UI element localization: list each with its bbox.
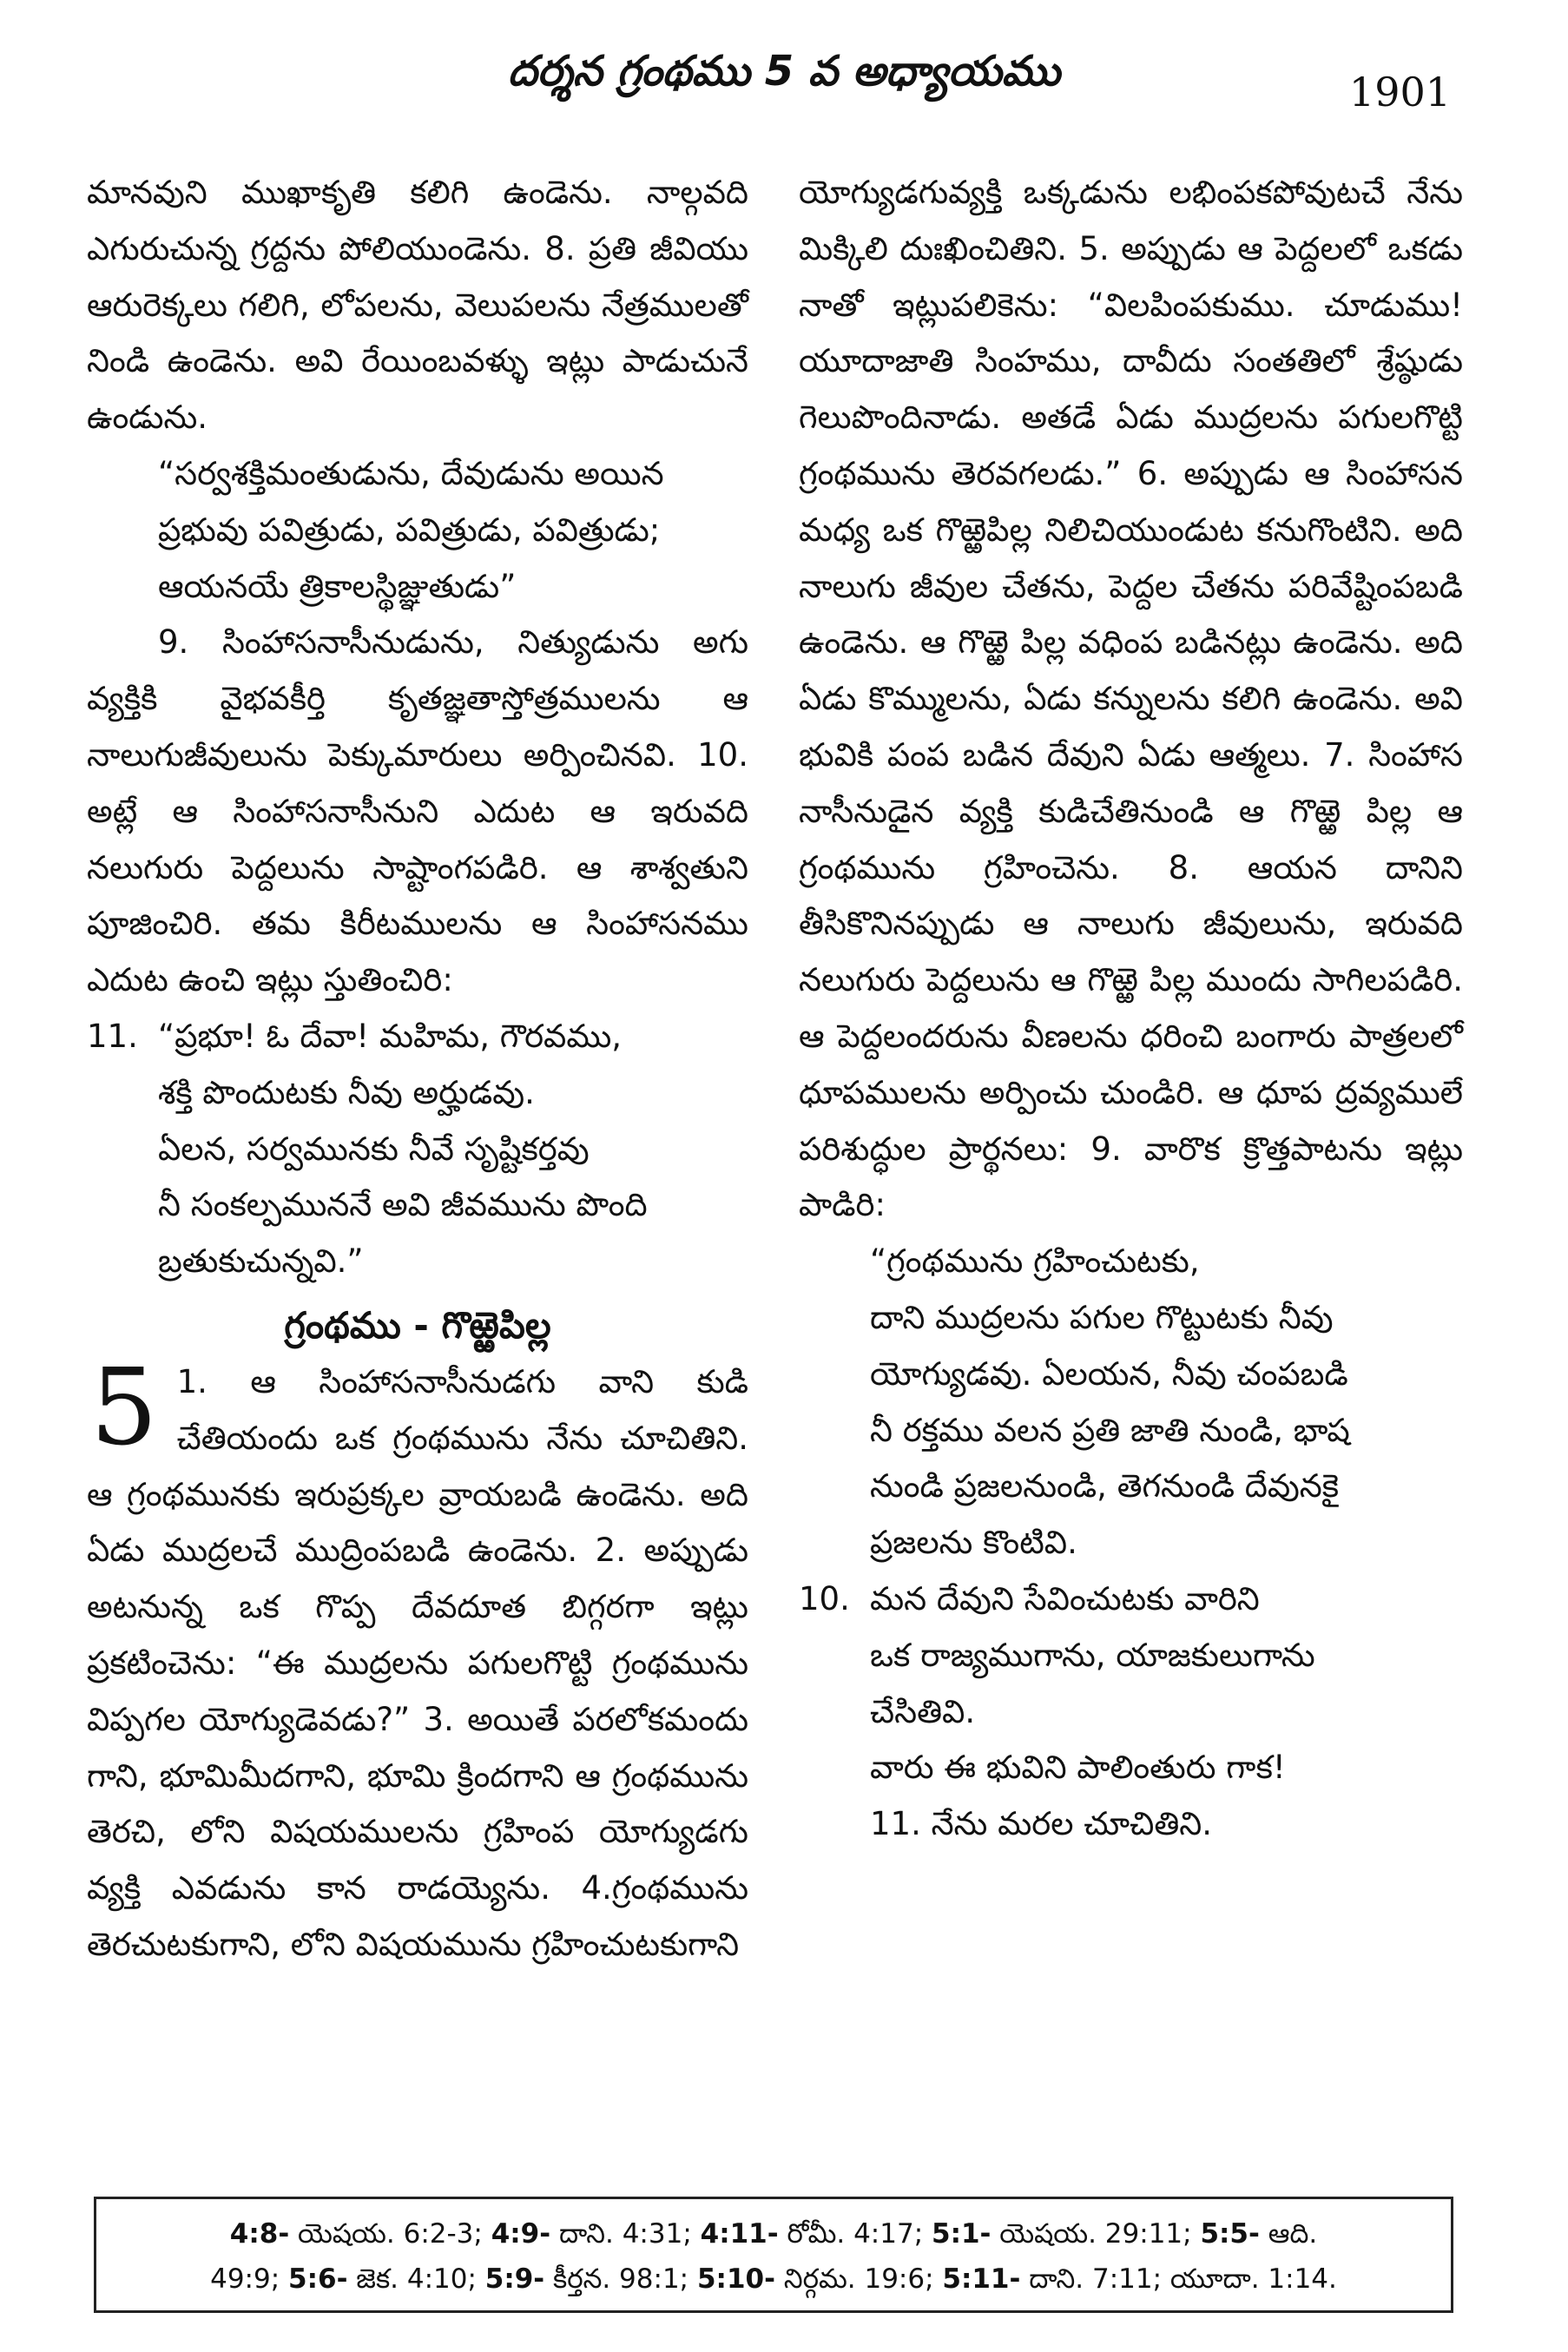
footnote-ref: 5:1- <box>932 2218 992 2250</box>
footnote-ref: 4:9- <box>491 2218 551 2250</box>
poem-line: ప్రభువు పవిత్రుడు, పవిత్రుడు, పవిత్రుడు; <box>158 511 661 549</box>
footnote-ref: 5:10- <box>696 2263 775 2295</box>
verse-11-poem <box>87 1009 748 1290</box>
chapter-5-paragraph: 1. ఆ సింహాసనాసీనుడగు వాని కుడి చేతియందు ఒక గ్రంథమును నేను చూచితిని. ఆ గ్రంథమునకు ఇరుప్రక్కల వ్రాయబడి ఉండెను. అది ఏడు ముద్రలచే ముద్రింపబడి ఉండెను. 2. అప్పుడు అటనున్న ఒక గొప్ప దేవదూత బిగ్గరగా ఇట్లు ప్రకటించెను: “ఈ ముద్రలను పగులగొట్టి గ్రంథమును విప్పగల యోగ్యుడెవడు?” 3. అయితే పరలోకమందు గాని, భూమిమీదగాని, భూమి క్రిందగాని ఆ గ్రంథమును తెరచి, లోని విషయములను గ్రహింప యోగ్యుడగు వ్యక్తి ఎవడును కాన రాడయ్యెను. 4.గ్రంథమును తెరచుటకుగాని, లోని విషయమును గ్రహించుటకుగాని <box>87 1362 748 1963</box>
footnote-text: కీర్తన. 98:1; <box>544 2263 697 2295</box>
verse-9-paragraph: 9. సింహాసనాసీనుడును, నిత్యుడును అగు వ్యక్తికి వైభవకీర్తి కృతజ్ఞతాస్తోత్రములను ఆ నాలుగుజీవులును పెక్కుమారులు అర్పించినవి. 10. అట్లే ఆ సింహాసనాసీనుని ఎదుట ఆ ఇరువది నలుగురు పెద్దలును సాష్టాంగపడిరి. ఆ శాశ్వతుని పూజించిరి. తమ కిరీటములను ఆ సింహాసనము ఎదుట ఉంచి ఇట్లు స్తుతించిరి: <box>87 623 748 999</box>
footnote-text: నిర్గమ. 19:6; <box>774 2263 943 2295</box>
footnote-text: యెషయ. 6:2-3; <box>289 2218 491 2250</box>
footnote-text: 49:9; <box>210 2263 289 2295</box>
page-title: దర్శన గ్రంథము 5 వ అధ్యాయము <box>507 47 1061 96</box>
poem-line: “ప్రభూ! ఓ దేవా! మహిమ, గౌరవము, <box>158 1017 623 1055</box>
footnote-text: ఆది. <box>1259 2218 1318 2250</box>
footnote-ref: 5:5- <box>1200 2218 1260 2250</box>
footnote-text: దాని. 7:11; యూదా. 1:14. <box>1020 2263 1337 2295</box>
poem-line: శక్తి పొందుటకు నీవు అర్హుడవు. <box>158 1073 535 1111</box>
poem-line: ఆయనయే త్రికాలస్థిజ్ఞుతుడు” <box>158 567 517 605</box>
page-number: 1901 <box>1348 69 1451 115</box>
footnote-text: జెక. 4:10; <box>347 2263 485 2295</box>
poem-line: ఏలన, సర్వమునకు నీవే సృష్టికర్తవు <box>158 1130 590 1168</box>
right-column <box>799 165 1463 1853</box>
poem-line: నీ రక్తము వలన ప్రతి జాతి నుండి, భాష <box>870 1411 1350 1449</box>
footnote-line-2 <box>148 2256 1399 2302</box>
footnote-text: దాని. 4:31; <box>550 2218 701 2250</box>
poem-line: “గ్రంథమును గ్రహించుటకు, <box>870 1242 1200 1281</box>
verse-number: 11. <box>87 1017 138 1055</box>
footnote-ref: 5:11- <box>942 2263 1021 2295</box>
poem-holy <box>87 446 748 615</box>
left-column <box>87 165 748 1973</box>
footnote-text: యెషయ. 29:11; <box>991 2218 1201 2250</box>
footnote-ref: 4:11- <box>700 2218 779 2250</box>
poem-line: బ్రతుకుచున్నవి.” <box>158 1242 364 1281</box>
section-heading: గ్రంథము - గొఱ్ఱెపిల్ల <box>284 1303 551 1347</box>
chapter-number: 5 <box>90 1345 158 1469</box>
footnote-ref: 5:9- <box>484 2263 545 2295</box>
footnote-text: రోమీ. 4:17; <box>778 2218 932 2250</box>
chapter-5-start <box>87 1345 748 1973</box>
cross-references-box <box>94 2197 1453 2313</box>
footnote-ref: 5:6- <box>288 2263 348 2295</box>
poem-line: యోగ్యుడవు. ఏలయన, నీవు చంపబడి <box>870 1354 1348 1393</box>
verse-number: 10. <box>799 1579 850 1617</box>
poem-line: వారు ఈ భువిని పాలింతురు గాక! <box>870 1749 1286 1787</box>
poem-line: ప్రజలను కొంటివి. <box>870 1524 1077 1562</box>
poem-line: నుండి ప్రజలనుండి, తెగనుండి దేవునకై <box>870 1467 1340 1505</box>
poem-line: “సర్వశక్తిమంతుడును, దేవుడును అయిన <box>158 454 664 492</box>
poem-line: నీ సంకల్పముననే అవి జీవమును పొంది <box>158 1186 648 1224</box>
poem-line: మన దేవుని సేవించుటకు వారిని <box>870 1579 1260 1617</box>
poem-line: ఒక రాజ్యముగాను, యాజకులుగాను <box>870 1636 1315 1674</box>
poem-line: చేసితివి. <box>870 1692 976 1730</box>
intro-paragraph: మానవుని ముఖాకృతి కలిగి ఉండెను. నాల్గవది ఎగురుచున్న గ్రద్దను పోలియుండెను. 8. ప్రతి జీవియు ఆరురెక్కలు గలిగి, లోపలను, వెలుపలను నేత్రములతో నిండి ఉండెను. అవి రేయింబవళ్ళు ఇట్లు పాడుచునే ఉండును. <box>87 174 748 437</box>
verse-11-line: 11. నేను మరల చూచితిని. <box>870 1805 1213 1843</box>
poem-line: దాని ముద్రలను పగుల గొట్టుటకు నీవు <box>870 1298 1334 1336</box>
footnote-ref: 4:8- <box>229 2218 290 2250</box>
verses-4-9-paragraph: యోగ్యుడగువ్యక్తి ఒక్కడును లభింపకపోవుటచే నేను మిక్కిలి దుఃఖించితిని. 5. అప్పుడు ఆ పెద్దలలో ఒకడు నాతో ఇట్లుపలికెను: “విలపింపకుము. చూడుము! యూదాజాతి సింహము, దావీదు సంతతిలో శ్రేష్ఠుడు గెలుపొందినాడు. అతడే ఏడు ముద్రలను పగులగొట్టి గ్రంథమును తెరవగలడు.” 6. అప్పుడు ఆ సింహాసన మధ్య ఒక గొఱ్ఱెపిల్ల నిలిచియుండుట కనుగొంటిని. అది నాలుగు జీవుల చేతను, పెద్దల చేతను పరివేష్టింపబడి ఉండెను. ఆ గొఱ్ఱె పిల్ల వధింప బడినట్లు ఉండెను. అది ఏడు కొమ్ములను, ఏడు కన్నులను కలిగి ఉండెను. అవి భువికి పంప బడిన దేవుని ఏడు ఆత్మలు. 7. సింహాస నాసీనుడైన వ్యక్తి కుడిచేతినుండి ఆ గొఱ్ఱె పిల్ల ఆ గ్రంథమును గ్రహించెను. 8. ఆయన దానిని తీసికొనినప్పుడు ఆ నాలుగు జీవులును, ఇరువది నలుగురు పెద్దలును ఆ గొఱ్ఱె పిల్ల ముందు సాగిలపడిరి. ఆ పెద్దలందరును వీణలను ధరించి బంగారు పాత్రలలో ధూపములను అర్పించు చుండిరి. ఆ ధూప ద్రవ్యములే పరిశుద్ధుల ప్రార్థనలు: 9. వారొక క్రొత్తపాటను ఇట్లు పాడిరి: <box>799 174 1464 1224</box>
new-song-poem <box>799 1234 1463 1571</box>
verse-10-poem <box>799 1571 1463 1796</box>
footnote-line-1 <box>148 2211 1399 2256</box>
